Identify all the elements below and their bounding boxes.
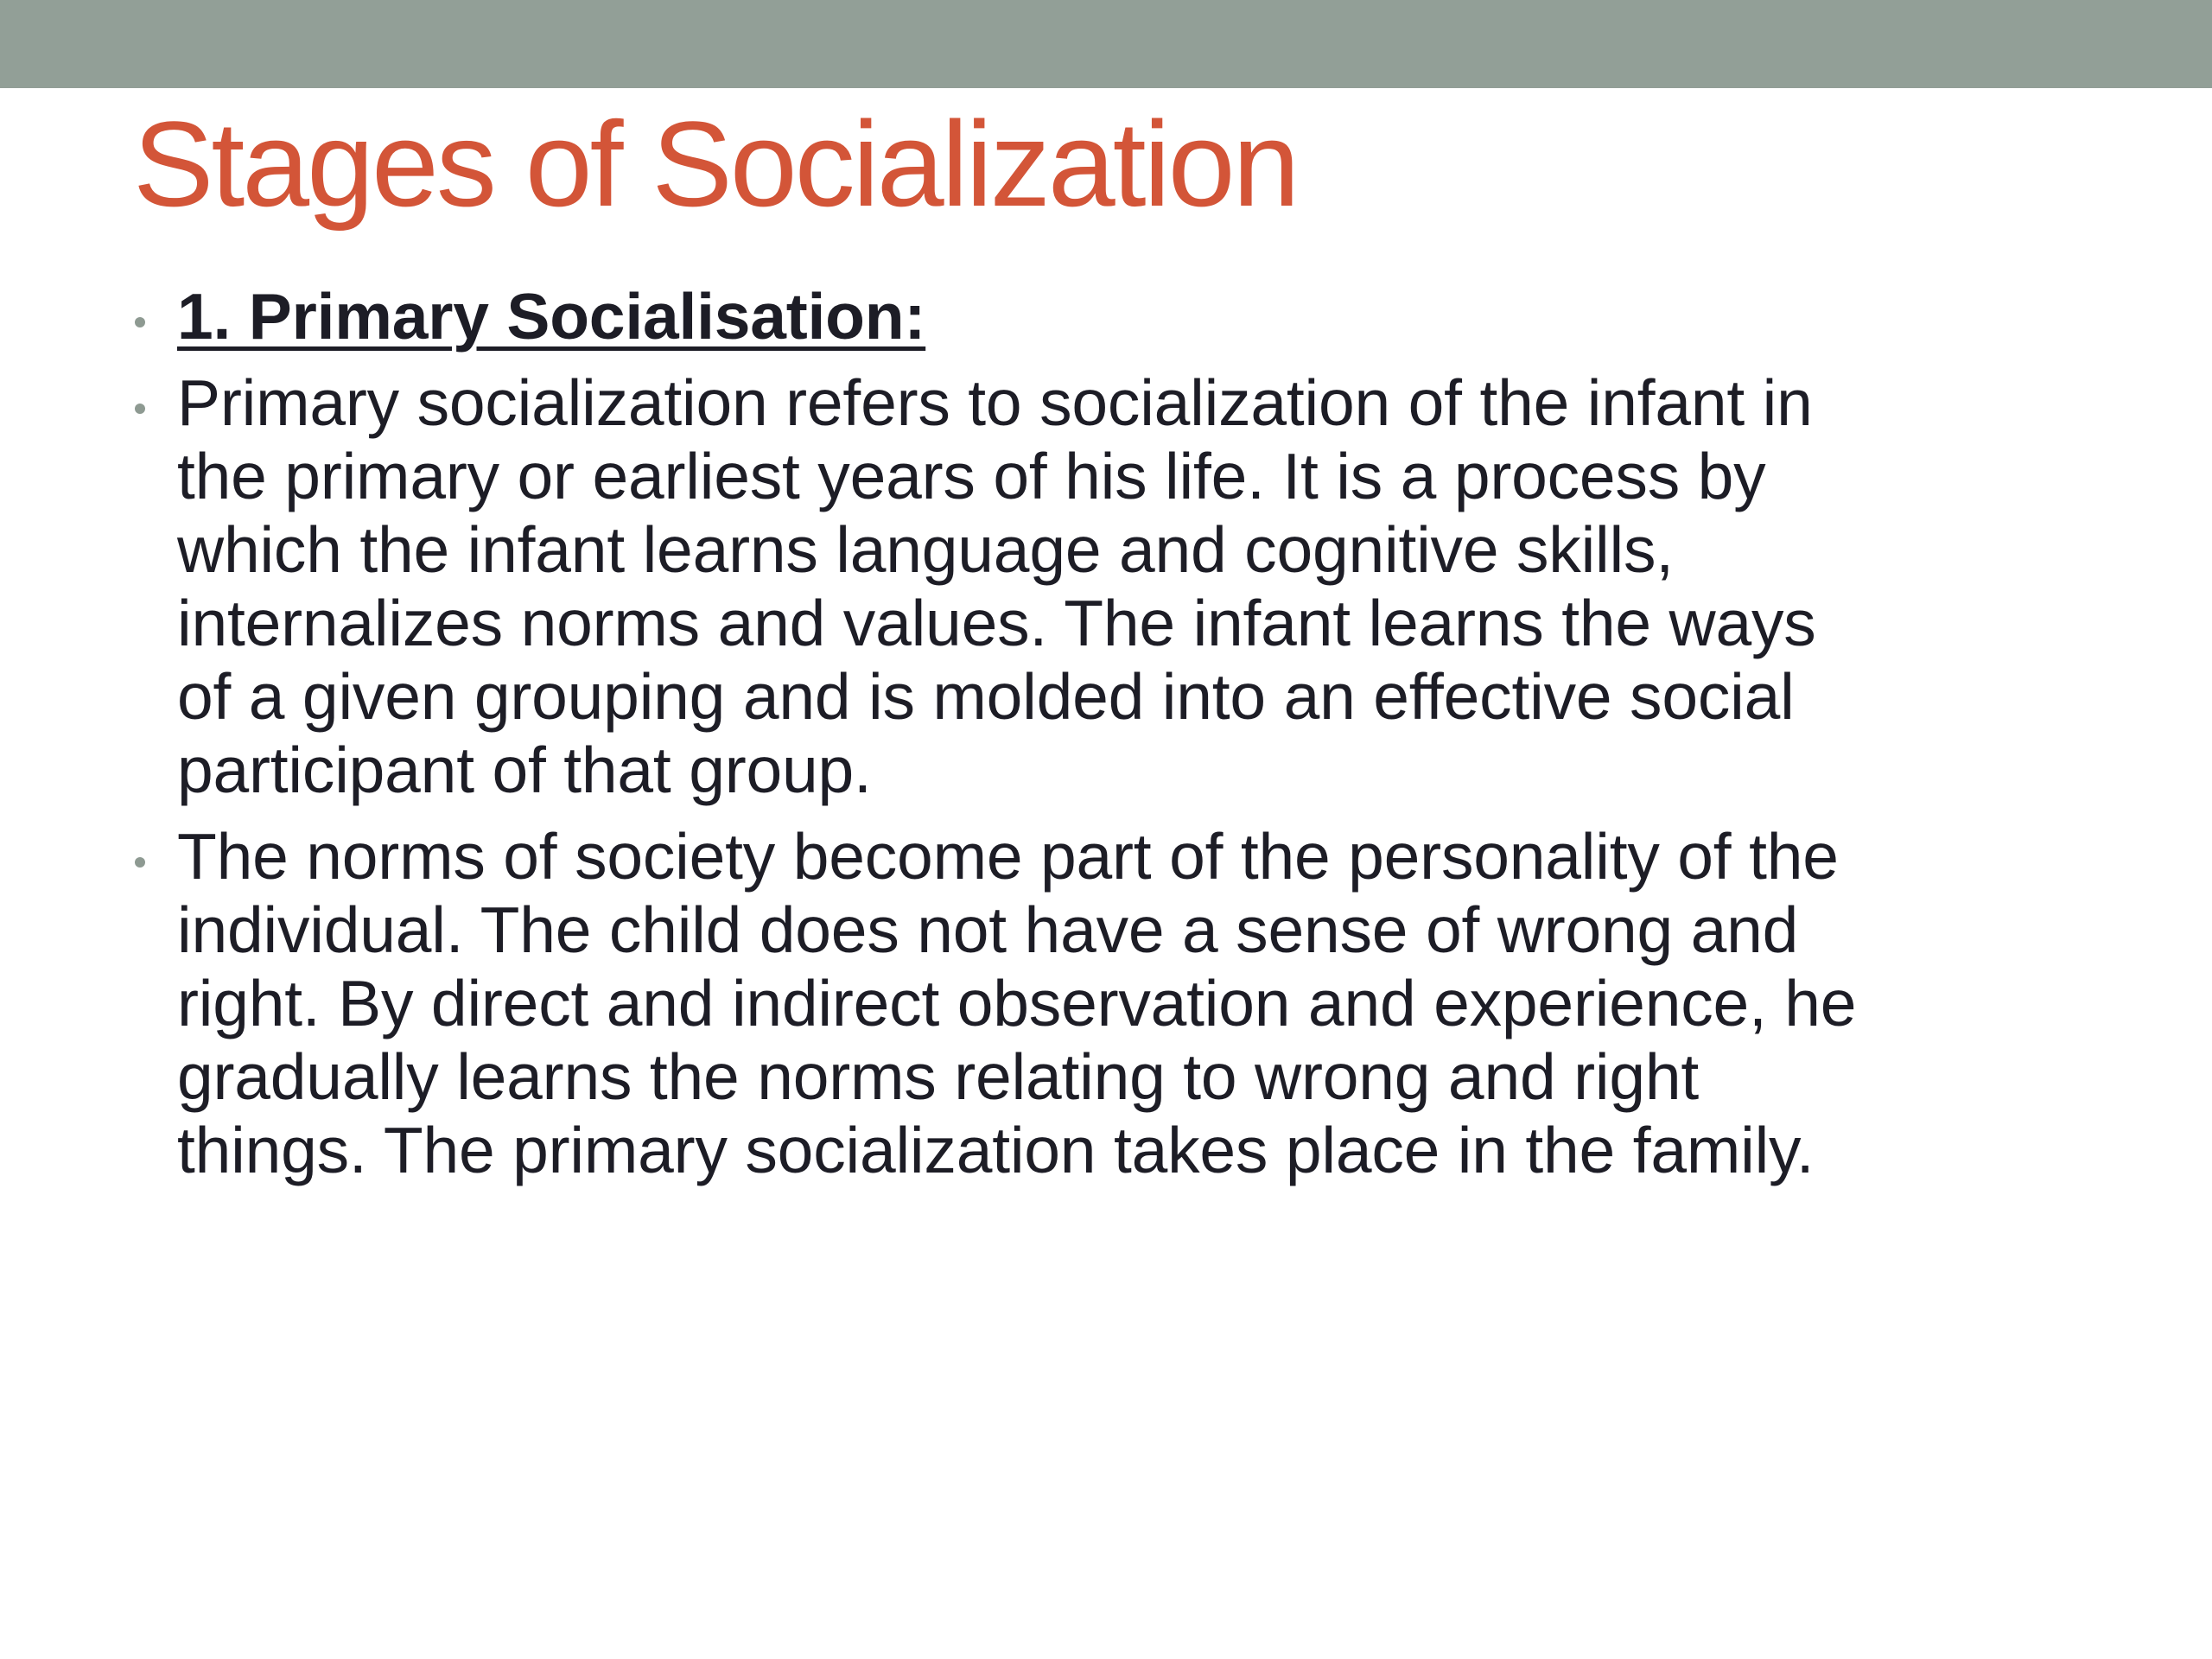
bullet-item-norms bbox=[128, 820, 1873, 1187]
bullet-item-heading bbox=[128, 280, 1873, 353]
bullet-dot-icon bbox=[135, 857, 145, 868]
top-color-band bbox=[0, 0, 2212, 88]
bullet-dot-icon bbox=[135, 404, 145, 414]
bullet-item-definition bbox=[128, 366, 1873, 807]
section-heading: 1. Primary Socialisation: bbox=[177, 280, 926, 353]
bullet-list bbox=[128, 280, 1873, 1200]
slide-title: Stages of Socialization bbox=[133, 96, 1298, 232]
bullet-paragraph: Primary socialization refers to socialization of the infant in the primary or earliest years of his life. It is a process by which the infant learns language and cognitive skills, internalizes norms and values. The infant learns the ways of a given grouping and is molded into an effective social participant of that group. bbox=[177, 366, 1816, 806]
bullet-dot-icon bbox=[135, 317, 145, 327]
bullet-paragraph: The norms of society become part of the personality of the individual. The child does not have a sense of wrong and right. By direct and indirect observation and experience, he gradually learns the norms relating to wrong and right things. The primary socialization takes place in the family. bbox=[177, 820, 1857, 1186]
